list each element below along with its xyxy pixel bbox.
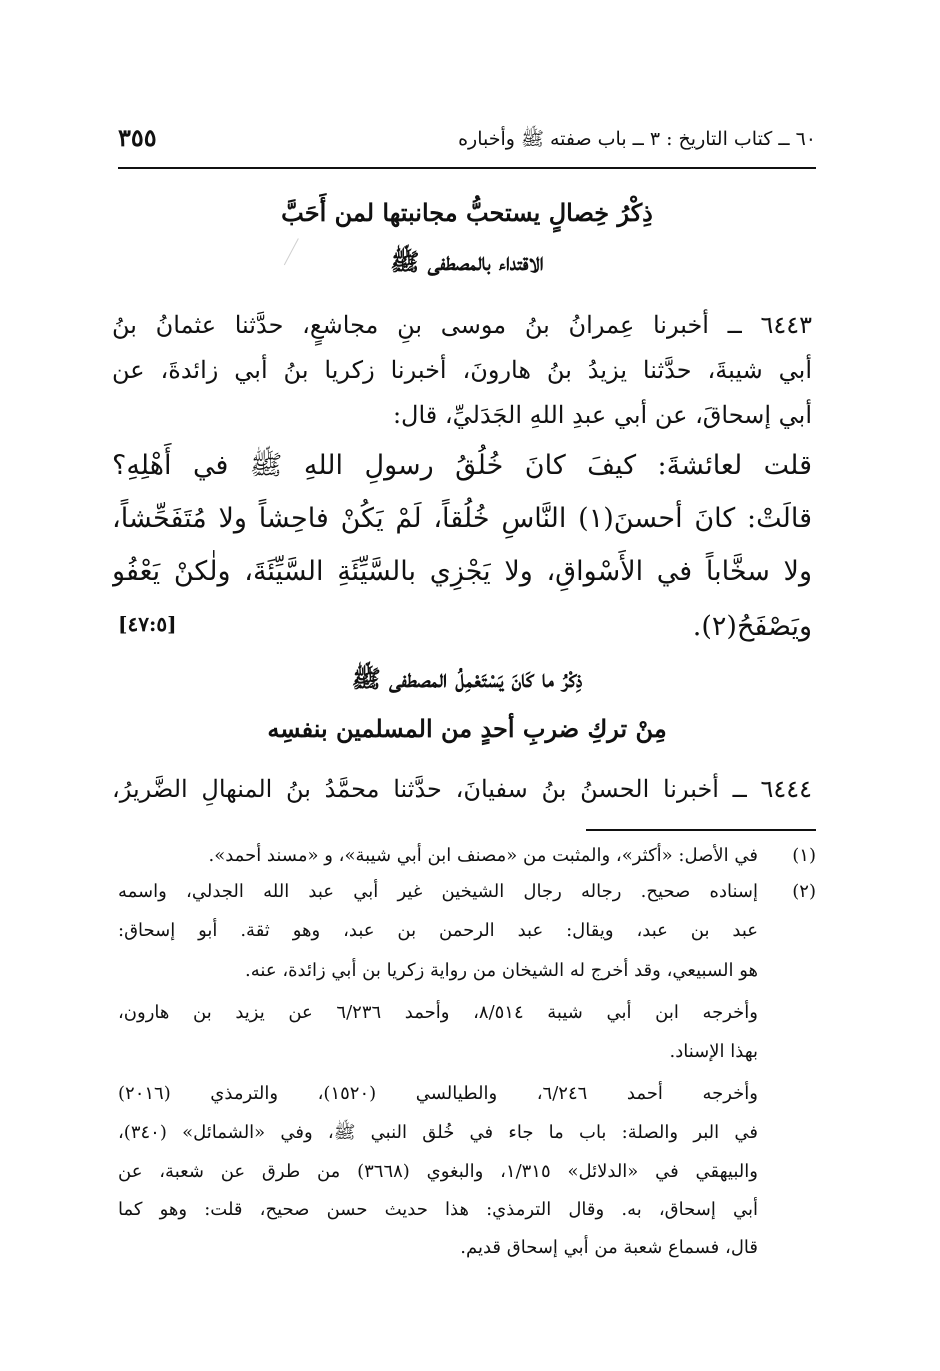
footnote-2-para-3-line: أبي إسحاق، به. وقال الترمذي: هذا حديث حسن صحيح، قلت: وهو كما xyxy=(118,1199,758,1220)
hadith-6444-line: ٦٤٤٤ ــ أخبرنا الحسنُ بنُ سفيانَ، حدَّثنا محمَّدُ بنُ المنهالِ الضَّريرُ، xyxy=(112,775,812,803)
hadith-6443-isnad-line: ٦٤٤٣ ــ أخبرنا عِمرانُ بنُ موسى بنِ مجاشعٍ، حدَّثنا عثمانُ بنُ xyxy=(112,311,812,339)
hadith-6443-matn-line: ولا سخَّاباً في الأَسْواقِ، ولا يَجْزِي بالسَّيِّئَةِ السَّيِّئَةَ، ولٰكنْ يَعْفُو xyxy=(112,556,812,587)
footnote-2-number: (٢) xyxy=(792,881,816,902)
hadith-6443-matn-line: قلت لعائشةَ: كيفَ كانَ خُلُقُ رسولِ اللهِ ﷺ في أَهْلِهِ؟ xyxy=(112,450,812,481)
footnote-2-line: هو السبيعي، وقد أخرج له الشيخان من رواية زكريا بن أبي زائدة، عنه. xyxy=(245,960,758,981)
page-number: ٣٥٥ xyxy=(118,123,157,152)
footnote-1-number: (١) xyxy=(792,845,816,866)
hadith-6443-matn-line: ويَصْفَحُ(٢). xyxy=(692,611,812,642)
hadith-6443-isnad-line: أبي إسحاقَ، عن أبي عبدِ اللهِ الجَدَليِّ، قال: xyxy=(392,401,812,429)
footnote-2-para-3-line: في البر والصلة: باب ما جاء في خُلق النبي ﷺ، وفي «الشمائل» (٣٤٠)، xyxy=(118,1122,758,1143)
hadith-6443-isnad-line: أبي شيبةَ، حدَّثنا يزيدُ بنُ هارونَ، أخبرنا زكريا بنُ أبي زائدةَ، عن xyxy=(112,356,812,384)
footnote-2-para-2-line: بهذا الإسناد. xyxy=(669,1041,758,1062)
section-heading-2-line-1: ذِكْرُ ما كَانَ يَسْتَعْمِلُ المصطفى ﷺ xyxy=(351,664,583,693)
footnote-2-para-3-line: قال، فسماع شعبة من أبي إسحاق قديم. xyxy=(460,1237,758,1258)
footnote-1-line: في الأصل: «أكثر»، والمثبت من «مصنف ابن أبي شيبة»، و «مسند أحمد». xyxy=(208,845,758,866)
header-rule xyxy=(118,167,816,169)
footnote-2-line: إسناده صحيح. رجاله رجال الشيخين غير أبي عبد الله الجدلي، واسمه xyxy=(118,881,758,902)
section-heading-1-line-2: الاقتداء بالمصطفى ﷺ xyxy=(390,247,544,276)
footnote-2-para-3-line: وأخرجه أحمد ٦/٢٤٦، والطيالسي (١٥٢٠)، والترمذي (٢٠١٦) xyxy=(118,1083,758,1104)
footnote-2-para-3-line: والبيهقي في «الدلائل» ١/٣١٥، والبغوي (٣٦٦٨) من طرق عن شعبة، عن xyxy=(118,1161,758,1182)
footnote-2-line: عبد بن عبد، ويقال: عبد الرحمن بن عبد، وهو ثقة. أبو إسحاق: xyxy=(118,920,758,941)
section-heading-2-line-2: مِنْ تركِ ضربِ أحدٍ من المسلمين بنفسِه xyxy=(267,714,667,743)
hadith-6443-matn-line: قالَتْ: كانَ أحسنَ(١) النَّاسِ خُلُقاً، لَمْ يَكُنْ فاحِشاً ولا مُتَفَحِّشاً، xyxy=(112,503,812,534)
running-head-title: ٦٠ ــ كتاب التاريخ : ٣ ــ باب صفته ﷺ وأخباره xyxy=(458,128,816,150)
footnote-rule xyxy=(586,829,816,831)
running-header xyxy=(118,121,816,161)
reference-tag: [٤٧:٥] xyxy=(118,612,177,636)
footnote-2-para-2-line: وأخرجه ابن أبي شيبة ٨/٥١٤، وأحمد ٦/٢٣٦ عن يزيد بن هارون، xyxy=(118,1002,758,1023)
section-heading-1-line-1: ذِكْرُ خِصالٍ يستحبُّ مجانبتها لمن أَحَبَّ xyxy=(281,198,653,227)
